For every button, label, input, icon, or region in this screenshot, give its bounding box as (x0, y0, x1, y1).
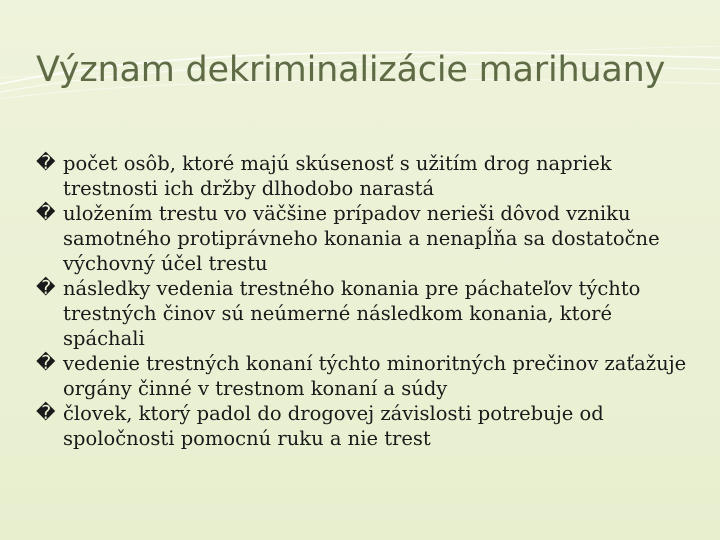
bullet-marker-icon: � (36, 402, 56, 424)
bullet-text: uložením trestu vo väčšine prípadov nerieši dôvod vzniku samotného protiprávneho konania a nenapĺňa sa dostatočne výchovný účel trestu (63, 202, 660, 275)
bullet-text: vedenie trestných konaní týchto minoritných prečinov zaťažuje orgány činné v trestnom konaní a súdy (63, 352, 687, 400)
bullet-item (36, 201, 696, 276)
bullet-text: následky vedenia trestného konania pre páchateľov týchto trestných činov sú neúmerné následkom konania, ktoré spáchali (63, 277, 641, 350)
slide-title: Význam dekriminalizácie marihuany (36, 50, 666, 90)
bullet-marker-icon: � (36, 152, 56, 174)
bullet-item (36, 151, 696, 201)
bullet-item (36, 276, 696, 351)
bullet-marker-icon: � (36, 352, 56, 374)
bullet-item (36, 351, 696, 401)
bullet-marker-icon: � (36, 202, 56, 224)
bullet-item (36, 401, 696, 451)
bullet-text: počet osôb, ktoré majú skúsenosť s užitím drog napriek trestnosti ich držby dlhodobo narastá (63, 152, 612, 200)
bullet-list (36, 151, 696, 451)
bullet-text: človek, ktorý padol do drogovej závislosti potrebuje od spoločnosti pomocnú ruku a nie trest (63, 402, 604, 450)
bullet-marker-icon: � (36, 277, 56, 299)
